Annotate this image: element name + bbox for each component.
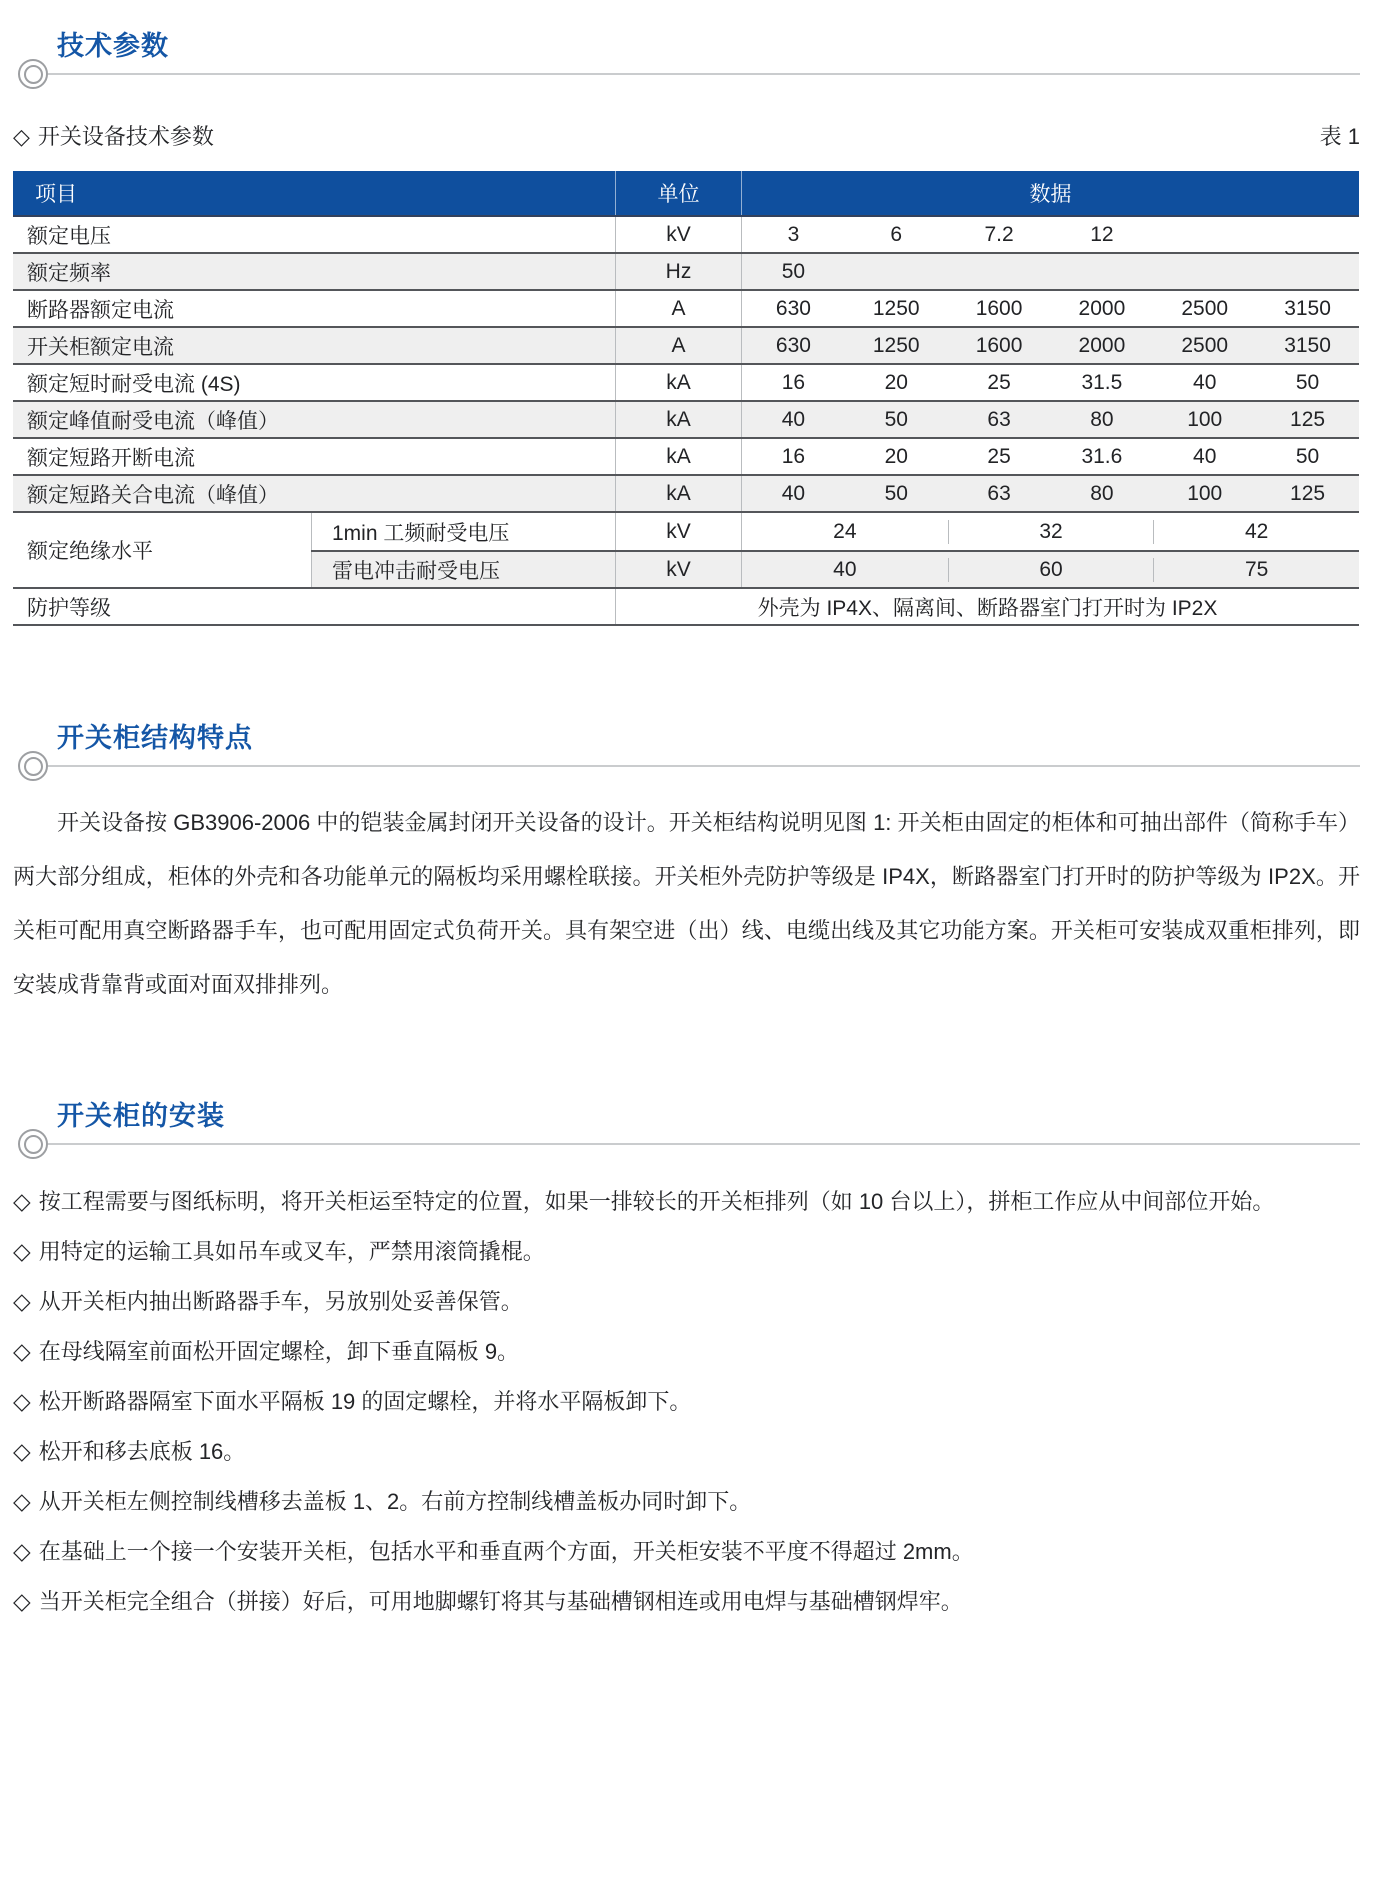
list-item bbox=[13, 1536, 1360, 1567]
value-cell: 100 bbox=[1187, 481, 1223, 505]
value-cell: 630 bbox=[775, 296, 811, 320]
value-cell: 40 bbox=[1193, 444, 1217, 468]
list-item bbox=[13, 1436, 1360, 1467]
value-cell: 3 bbox=[787, 222, 800, 246]
list-item-text: 从开关柜左侧控制线槽移去盖板 1、2。右前方控制线槽盖板办同时卸下。 bbox=[38, 1489, 752, 1514]
value-cell: 25 bbox=[987, 444, 1011, 468]
list-item-text: 当开关柜完全组合（拼接）好后，可用地脚螺钉将其与基础槽钢相连或用电焊与基础槽钢焊牢。 bbox=[38, 1589, 963, 1614]
unit-cell: kV bbox=[615, 552, 741, 587]
protection-value-cell: 外壳为 IP4X、隔离间、断路器室门打开时为 IP2X bbox=[615, 589, 1359, 624]
value-cell: 2000 bbox=[1078, 296, 1126, 320]
data-cells bbox=[741, 402, 1359, 437]
diamond-bullet-icon: ◇ bbox=[13, 1388, 31, 1414]
table-caption-text: 开关设备技术参数 bbox=[37, 124, 214, 149]
diamond-bullet-icon: ◇ bbox=[13, 124, 30, 149]
table-row bbox=[13, 402, 1359, 439]
value-cell: 16 bbox=[781, 370, 806, 394]
value-cell: 7.2 bbox=[984, 222, 1014, 246]
section-title: 开关柜的安装 bbox=[57, 1101, 225, 1131]
value-cell: 42 bbox=[1153, 520, 1359, 544]
table-row bbox=[13, 328, 1359, 365]
data-cells bbox=[741, 217, 1359, 252]
value-cell: 40 bbox=[781, 481, 806, 505]
table-caption-row bbox=[13, 120, 1360, 151]
list-item bbox=[13, 1386, 1360, 1417]
section-marker-icon bbox=[18, 751, 48, 781]
value-cell: 60 bbox=[948, 558, 1154, 582]
column-header-data: 数据 bbox=[741, 171, 1359, 215]
section-header-structure bbox=[13, 722, 1360, 782]
unit-cell: kV bbox=[615, 513, 741, 550]
value-cell: 100 bbox=[1187, 407, 1223, 431]
value-cell: 2000 bbox=[1078, 333, 1126, 357]
value-cell: 125 bbox=[1290, 481, 1326, 505]
value-cell: 63 bbox=[987, 481, 1011, 505]
value-cell: 50 bbox=[1295, 370, 1320, 394]
diamond-bullet-icon: ◇ bbox=[13, 1238, 31, 1264]
section-marker-icon bbox=[18, 1129, 48, 1159]
data-cells bbox=[741, 291, 1359, 326]
diamond-bullet-icon: ◇ bbox=[13, 1288, 31, 1314]
value-cell: 16 bbox=[781, 444, 806, 468]
item-cell: 开关柜额定电流 bbox=[27, 335, 174, 359]
unit-cell: A bbox=[615, 291, 741, 326]
value-cell: 50 bbox=[781, 259, 806, 283]
value-cell: 50 bbox=[884, 407, 908, 431]
section-title: 开关柜结构特点 bbox=[57, 723, 253, 753]
list-item bbox=[13, 1586, 1360, 1617]
item-cell: 额定峰值耐受电流（峰值） bbox=[27, 409, 279, 433]
data-cells bbox=[741, 476, 1359, 511]
diamond-bullet-icon: ◇ bbox=[13, 1588, 31, 1614]
insulation-subrows bbox=[311, 513, 1359, 587]
section-marker-icon bbox=[18, 59, 48, 89]
section-header-installation bbox=[13, 1100, 1360, 1160]
diamond-bullet-icon: ◇ bbox=[13, 1338, 31, 1364]
unit-cell: kA bbox=[615, 439, 741, 474]
tech-params-table bbox=[13, 171, 1359, 626]
list-item-text: 从开关柜内抽出断路器手车，另放别处妥善保管。 bbox=[38, 1289, 523, 1314]
column-header-unit: 单位 bbox=[615, 171, 741, 215]
value-cell: 1600 bbox=[975, 333, 1023, 357]
section-rule bbox=[13, 750, 1360, 782]
item-cell: 额定短路关合电流（峰值） bbox=[27, 483, 279, 507]
value-cell: 63 bbox=[987, 407, 1011, 431]
data-cells bbox=[741, 439, 1359, 474]
data-cells bbox=[741, 365, 1359, 400]
item-cell: 额定电压 bbox=[27, 224, 111, 248]
unit-cell: kA bbox=[615, 365, 741, 400]
unit-cell: kA bbox=[615, 402, 741, 437]
unit-cell: kV bbox=[615, 217, 741, 252]
list-item-text: 在母线隔室前面松开固定螺栓，卸下垂直隔板 9。 bbox=[38, 1339, 520, 1364]
diamond-bullet-icon: ◇ bbox=[13, 1538, 31, 1564]
item-cell: 断路器额定电流 bbox=[27, 298, 174, 322]
table-row bbox=[13, 476, 1359, 513]
table-row bbox=[13, 365, 1359, 402]
list-item-text: 用特定的运输工具如吊车或叉车，严禁用滚筒撬棍。 bbox=[38, 1239, 545, 1264]
table-row bbox=[311, 513, 1359, 550]
value-cell: 80 bbox=[1090, 481, 1114, 505]
list-item-text: 按工程需要与图纸标明，将开关柜运至特定的位置，如果一排较长的开关柜排列（如 10 台以上），拼柜工作应从中间部位开始。 bbox=[38, 1189, 1275, 1214]
item-cell: 额定短时耐受电流 (4S) bbox=[27, 372, 241, 396]
value-cell: 50 bbox=[884, 481, 908, 505]
list-item-text: 松开断路器隔室下面水平隔板 19 的固定螺栓，并将水平隔板卸下。 bbox=[38, 1389, 692, 1414]
value-cell: 32 bbox=[948, 520, 1154, 544]
section-rule bbox=[13, 1128, 1360, 1160]
item-cell: 额定短路开断电流 bbox=[27, 446, 195, 470]
unit-cell: Hz bbox=[615, 254, 741, 289]
list-item-text: 在基础上一个接一个安装开关柜，包括水平和垂直两个方面，开关柜安装不平度不得超过 2mm。 bbox=[38, 1539, 974, 1564]
data-cells bbox=[741, 552, 1359, 587]
table-row bbox=[311, 550, 1359, 587]
value-cell: 2500 bbox=[1181, 333, 1229, 357]
value-cell: 75 bbox=[1153, 558, 1359, 582]
list-item bbox=[13, 1336, 1360, 1367]
section-rule-line bbox=[48, 765, 1360, 767]
value-cell: 1250 bbox=[872, 333, 920, 357]
value-cell: 25 bbox=[987, 370, 1011, 394]
value-cell: 24 bbox=[833, 519, 857, 543]
section-header-tech-params bbox=[13, 30, 1360, 90]
item-cell: 额定频率 bbox=[27, 261, 111, 285]
data-cells bbox=[741, 328, 1359, 363]
value-cell: 40 bbox=[781, 407, 806, 431]
list-item-text: 松开和移去底板 16。 bbox=[38, 1439, 246, 1464]
value-cell: 20 bbox=[884, 444, 908, 468]
sub-item-cell: 雷电冲击耐受电压 bbox=[311, 552, 615, 587]
table-caption bbox=[13, 120, 214, 151]
list-item bbox=[13, 1286, 1360, 1317]
section-rule-line bbox=[48, 1143, 1360, 1145]
table-row bbox=[13, 291, 1359, 328]
installation-steps-list bbox=[13, 1186, 1360, 1617]
item-cell: 防护等级 bbox=[27, 596, 111, 620]
value-cell: 31.6 bbox=[1081, 444, 1123, 468]
table-row bbox=[13, 217, 1359, 254]
data-cells bbox=[741, 513, 1359, 550]
table-row bbox=[13, 254, 1359, 291]
list-item bbox=[13, 1186, 1360, 1217]
document-page bbox=[0, 30, 1373, 1617]
value-cell: 125 bbox=[1290, 407, 1326, 431]
diamond-bullet-icon: ◇ bbox=[13, 1188, 31, 1214]
data-cells bbox=[741, 254, 1359, 289]
section-rule bbox=[13, 58, 1360, 90]
value-cell: 3150 bbox=[1284, 333, 1331, 357]
value-cell: 20 bbox=[884, 370, 908, 394]
diamond-bullet-icon: ◇ bbox=[13, 1438, 31, 1464]
protection-row bbox=[13, 589, 1359, 626]
value-cell: 50 bbox=[1295, 444, 1320, 468]
list-item bbox=[13, 1486, 1360, 1517]
value-cell: 31.5 bbox=[1081, 370, 1123, 394]
value-cell: 40 bbox=[1193, 370, 1217, 394]
value-cell: 40 bbox=[833, 557, 857, 581]
section-title: 技术参数 bbox=[57, 31, 169, 61]
item-cell: 额定绝缘水平 bbox=[13, 513, 311, 587]
value-cell: 630 bbox=[775, 333, 811, 357]
insulation-row-group bbox=[13, 513, 1359, 589]
section-rule-line bbox=[48, 73, 1360, 75]
value-cell: 2500 bbox=[1181, 296, 1229, 320]
value-cell: 12 bbox=[1090, 222, 1114, 246]
table-number-label: 表 1 bbox=[1319, 124, 1360, 149]
sub-item-cell: 1min 工频耐受电压 bbox=[311, 513, 615, 550]
structure-paragraph: 开关设备按 GB3906-2006 中的铠装金属封闭开关设备的设计。开关柜结构说明见图 1: 开关柜由固定的柜体和可抽出部件（简称手车）两大部分组成，柜体的外壳和各功能单元的隔板均采用螺栓联接。开关柜外壳防护等级是 IP4X，断路器室门打开时的防护等级为 IP2X。开关柜可配用真空断路器手车，也可配用固定式负荷开关。具有架空进（出）线、电缆出线及其它功能方案。开关柜可安装成双重柜排列，即安装成背靠背或面对面双排排列。 bbox=[13, 810, 1360, 997]
table-header-row bbox=[13, 171, 1359, 217]
value-cell: 80 bbox=[1090, 407, 1114, 431]
column-header-item: 项目 bbox=[35, 183, 77, 206]
list-item bbox=[13, 1236, 1360, 1267]
value-cell: 1600 bbox=[975, 296, 1023, 320]
table-row bbox=[13, 439, 1359, 476]
diamond-bullet-icon: ◇ bbox=[13, 1488, 31, 1514]
unit-cell: A bbox=[615, 328, 741, 363]
value-cell: 6 bbox=[890, 222, 903, 246]
unit-cell: kA bbox=[615, 476, 741, 511]
value-cell: 1250 bbox=[872, 296, 920, 320]
value-cell: 3150 bbox=[1284, 296, 1331, 320]
